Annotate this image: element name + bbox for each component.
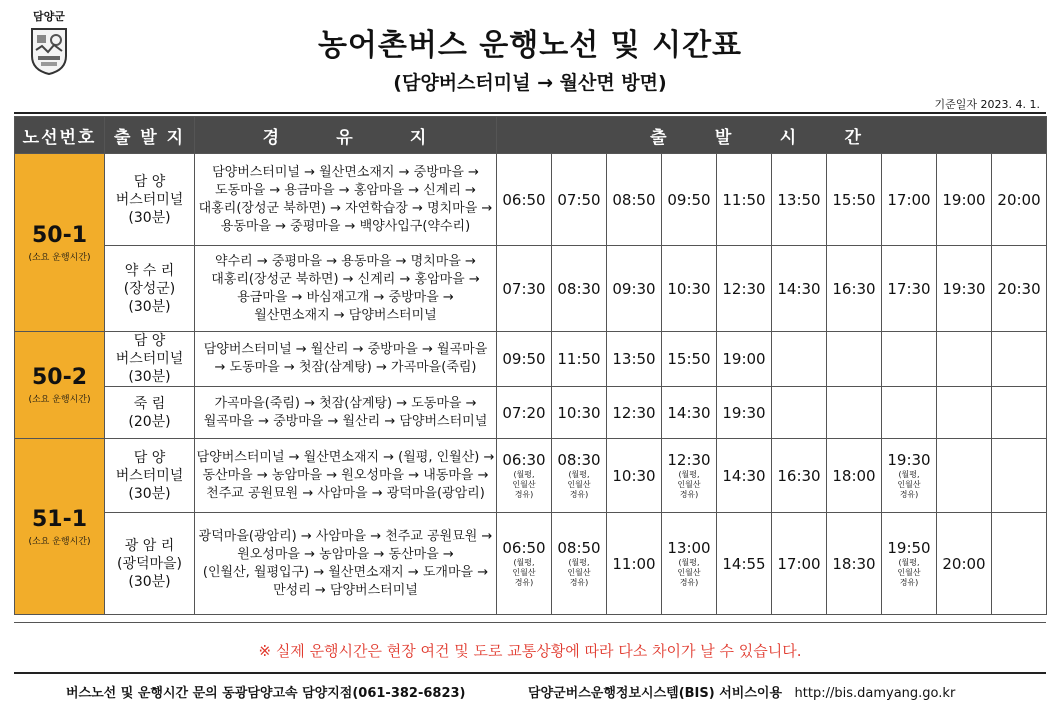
departure-time: 20:30 (997, 279, 1041, 298)
origin-text: 죽 림 (20분) (128, 395, 171, 430)
route-row (15, 439, 1047, 513)
route-number-cell (15, 332, 105, 439)
via-cell (195, 439, 497, 513)
departure-time-cell (827, 332, 882, 387)
logo-label: 담양군 (33, 10, 65, 23)
departure-time-cell (662, 513, 717, 615)
departure-time-cell (607, 387, 662, 439)
departure-time-cell (662, 332, 717, 387)
route-number-cell (15, 154, 105, 332)
departure-time-cell (827, 439, 882, 513)
departure-time: 19:30 (942, 279, 986, 298)
departure-time: 10:30 (557, 403, 601, 422)
header-time-char: 출 (650, 127, 669, 148)
header-time-char: 시 (779, 127, 799, 148)
header-origin: 출 발 지 (105, 117, 195, 154)
departure-time: 19:00 (722, 350, 766, 368)
departure-time-cell (717, 387, 772, 439)
route-row (15, 513, 1047, 615)
footer-divider (14, 672, 1046, 674)
departure-time-cell (882, 439, 937, 513)
departure-time-cell (717, 439, 772, 513)
departure-time-cell (497, 246, 552, 332)
departure-time-cell (497, 387, 552, 439)
departure-time-cell (937, 246, 992, 332)
departure-time-cell (827, 154, 882, 246)
via-note: (월평, 인월산 경유) (677, 558, 701, 587)
departure-time: 19:30 (722, 403, 766, 422)
departure-time-cell (552, 387, 607, 439)
footer-bis-label: 담양군버스운행정보시스템(BIS) 서비스이용 (528, 686, 783, 701)
via-note: (월평, 인월산 경유) (512, 470, 536, 499)
departure-time: 19:00 (942, 190, 986, 209)
departure-time: 12:30 (612, 403, 656, 422)
departure-time-cell (772, 439, 827, 513)
departure-time-cell (882, 246, 937, 332)
departure-time: 19:50 (887, 539, 931, 557)
departure-time-cell (827, 513, 882, 615)
header-times (497, 117, 1047, 154)
departure-time: 11:50 (557, 350, 601, 368)
departure-time-cell (717, 513, 772, 615)
departure-time-cell (827, 246, 882, 332)
header-row (15, 117, 1047, 154)
route-row (15, 154, 1047, 246)
departure-time: 15:50 (667, 350, 711, 368)
route-number-cell (15, 439, 105, 615)
departure-time: 12:30 (667, 451, 711, 469)
departure-time-cell (497, 332, 552, 387)
departure-time: 13:50 (612, 350, 656, 368)
origin-text: 담 양 버스터미널 (30분) (115, 449, 184, 502)
departure-time-cell (882, 332, 937, 387)
via-stops-text: 광덕마을(광암리) → 사암마을 → 천주교 공원묘원 → 원오성마을 → 농암마을 → 동산마을 → (인월산, 월평입구) → 월산면소재지 → 도개마을 → 만성리 → 담양버스터미널 (198, 528, 493, 598)
header-via (195, 117, 497, 154)
departure-time-cell (552, 154, 607, 246)
route-number: 50-1 (31, 222, 88, 248)
via-stops-text: 약수리 → 중평마을 → 용동마을 → 명치마을 → 대홍리(장성군 북하면) → 신계리 → 홍암마을 → 용금마을 → 바심재고개 → 중방마을 → 월산면소재지 → 담양버스터미널 (211, 253, 480, 323)
header-time-char: 간 (844, 127, 863, 148)
departure-time-cell (497, 513, 552, 615)
departure-time-cell (992, 246, 1047, 332)
departure-time: 14:30 (722, 466, 766, 485)
departure-time: 17:00 (777, 554, 821, 573)
departure-time: 06:30 (502, 451, 546, 469)
departure-time-cell (607, 439, 662, 513)
departure-time: 19:30 (887, 451, 931, 469)
route-duration-note: (소요 운행시간) (28, 536, 91, 547)
departure-time: 07:20 (502, 403, 546, 422)
via-note: (월평, 인월산 경유) (677, 470, 701, 499)
departure-time-cell (882, 387, 937, 439)
departure-time: 07:30 (502, 279, 546, 298)
via-note: (월평, 인월산 경유) (897, 470, 921, 499)
departure-time: 16:30 (777, 466, 821, 485)
departure-time-cell (772, 332, 827, 387)
departure-time-cell (497, 154, 552, 246)
departure-time-cell (827, 387, 882, 439)
via-cell (195, 332, 497, 387)
route-duration-note: (소요 운행시간) (28, 395, 91, 405)
departure-time-cell (607, 246, 662, 332)
origin-text: 담 양 버스터미널 (30분) (115, 173, 184, 226)
departure-time: 15:50 (832, 190, 876, 209)
departure-time-cell (992, 439, 1047, 513)
departure-time-cell (772, 387, 827, 439)
route-number: 50-2 (31, 365, 88, 390)
departure-time: 09:50 (667, 190, 711, 209)
departure-time: 20:00 (997, 190, 1041, 209)
departure-time-cell (992, 387, 1047, 439)
reference-date: 기준일자 2023. 4. 1. (934, 98, 1040, 111)
route-row (15, 332, 1047, 387)
page-title: 농어촌버스 운행노선 및 시간표 (317, 28, 743, 63)
page-subtitle: (담양버스터미널 → 월산면 방면) (393, 72, 667, 94)
notice-text: ※ 실제 운행시간은 현장 여건 및 도로 교통상황에 따라 다소 차이가 날 수 있습니다. (258, 642, 802, 660)
departure-time-cell (772, 246, 827, 332)
via-stops-text: 담양버스터미널 → 월산면소재지 → (월평, 인월산) → 동산마을 → 농암마을 → 원오성마을 → 내동마을 → 천주교 공원묘원 → 사암마을 → 광덕마을(광암리) (196, 449, 495, 501)
departure-time-cell (717, 332, 772, 387)
footer-bis-url[interactable]: http://bis.damyang.go.kr (794, 686, 956, 701)
departure-time: 12:30 (722, 279, 766, 298)
departure-time-cell (552, 332, 607, 387)
departure-time: 07:50 (557, 190, 601, 209)
departure-time: 14:30 (777, 279, 821, 298)
departure-time-cell (662, 246, 717, 332)
origin-text: 광 암 리 (광덕마을) (30분) (116, 537, 183, 590)
via-cell (195, 513, 497, 615)
origin-text: 약 수 리 (장성군) (30분) (123, 262, 176, 315)
via-note: (월평, 인월산 경유) (567, 558, 591, 587)
departure-time: 08:50 (612, 190, 656, 209)
origin-text: 담 양 버스터미널 (30분) (115, 333, 184, 385)
timetable (14, 116, 1047, 615)
departure-time-cell (607, 332, 662, 387)
departure-time: 16:30 (832, 279, 876, 298)
departure-time: 13:00 (667, 539, 711, 557)
departure-time: 08:30 (557, 279, 601, 298)
origin-cell (105, 154, 195, 246)
footer-inquiry: 버스노선 및 운행시간 문의 동광담양고속 담양지점(061-382-6823) (66, 686, 466, 701)
via-note: (월평, 인월산 경유) (897, 558, 921, 587)
departure-time: 06:50 (502, 190, 546, 209)
departure-time-cell (882, 513, 937, 615)
table-bottom-divider (14, 622, 1046, 623)
departure-time-cell (717, 154, 772, 246)
departure-time-cell (772, 154, 827, 246)
via-note: (월평, 인월산 경유) (512, 558, 536, 587)
origin-cell (105, 439, 195, 513)
via-cell (195, 246, 497, 332)
header-route: 노선번호 (15, 117, 105, 154)
departure-time: 11:00 (612, 554, 656, 573)
departure-time-cell (992, 513, 1047, 615)
departure-time-cell (607, 513, 662, 615)
top-divider (14, 112, 1046, 114)
departure-time: 17:30 (887, 279, 931, 298)
departure-time: 09:50 (502, 350, 546, 368)
header-via-char: 경 (262, 127, 282, 148)
departure-time-cell (992, 332, 1047, 387)
route-number: 51-1 (31, 506, 88, 532)
departure-time-cell (662, 154, 717, 246)
departure-time-cell (882, 154, 937, 246)
departure-time: 20:00 (942, 554, 986, 573)
departure-time-cell (772, 513, 827, 615)
via-stops-text: 담양버스터미널 → 월산리 → 중방마을 → 월곡마을 → 도동마을 → 첫잠(삼계탕) → 가곡마을(죽림) (203, 342, 488, 375)
departure-time: 18:00 (832, 466, 876, 485)
departure-time: 14:30 (667, 403, 711, 422)
departure-time: 10:30 (612, 466, 656, 485)
departure-time-cell (717, 246, 772, 332)
departure-time-cell (552, 513, 607, 615)
departure-time-cell (497, 439, 552, 513)
origin-cell (105, 513, 195, 615)
departure-time: 08:30 (557, 451, 601, 469)
departure-time: 18:30 (832, 554, 876, 573)
departure-time-cell (552, 439, 607, 513)
origin-cell (105, 332, 195, 387)
via-cell (195, 387, 497, 439)
departure-time-cell (937, 439, 992, 513)
header-time-char: 발 (714, 127, 734, 148)
via-stops-text: 가곡마을(죽림) → 첫잠(삼계탕) → 도동마을 → 월곡마을 → 중방마을 → 월산리 → 담양버스터미널 (203, 395, 488, 429)
header-via-char: 지 (409, 127, 429, 148)
departure-time-cell (937, 332, 992, 387)
route-row (15, 246, 1047, 332)
departure-time-cell (662, 439, 717, 513)
via-note: (월평, 인월산 경유) (567, 470, 591, 499)
via-cell (195, 154, 497, 246)
route-row (15, 387, 1047, 439)
departure-time: 08:50 (557, 539, 601, 557)
via-stops-text: 담양버스터미널 → 월산면소재지 → 중방마을 → 도동마을 → 용금마을 → 홍암마을 → 신계리 → 대홍리(장성군 북하면) → 자연학습장 → 명치마을 → 용동마을 → 중평마을 → 백양사입구(약수리) (198, 164, 493, 234)
departure-time: 09:30 (612, 279, 656, 298)
header-via-char: 유 (336, 127, 355, 148)
route-duration-note: (소요 운행시간) (28, 252, 91, 263)
departure-time: 11:50 (722, 190, 766, 209)
departure-time-cell (607, 154, 662, 246)
departure-time-cell (992, 154, 1047, 246)
departure-time: 13:50 (777, 190, 821, 209)
departure-time-cell (937, 513, 992, 615)
departure-time: 10:30 (667, 279, 711, 298)
departure-time: 14:55 (722, 554, 766, 573)
origin-cell (105, 387, 195, 439)
departure-time: 06:50 (502, 539, 546, 557)
departure-time-cell (662, 387, 717, 439)
departure-time: 17:00 (887, 190, 931, 209)
departure-time-cell (937, 154, 992, 246)
origin-cell (105, 246, 195, 332)
departure-time-cell (937, 387, 992, 439)
footer-bis (528, 682, 955, 701)
departure-time-cell (552, 246, 607, 332)
